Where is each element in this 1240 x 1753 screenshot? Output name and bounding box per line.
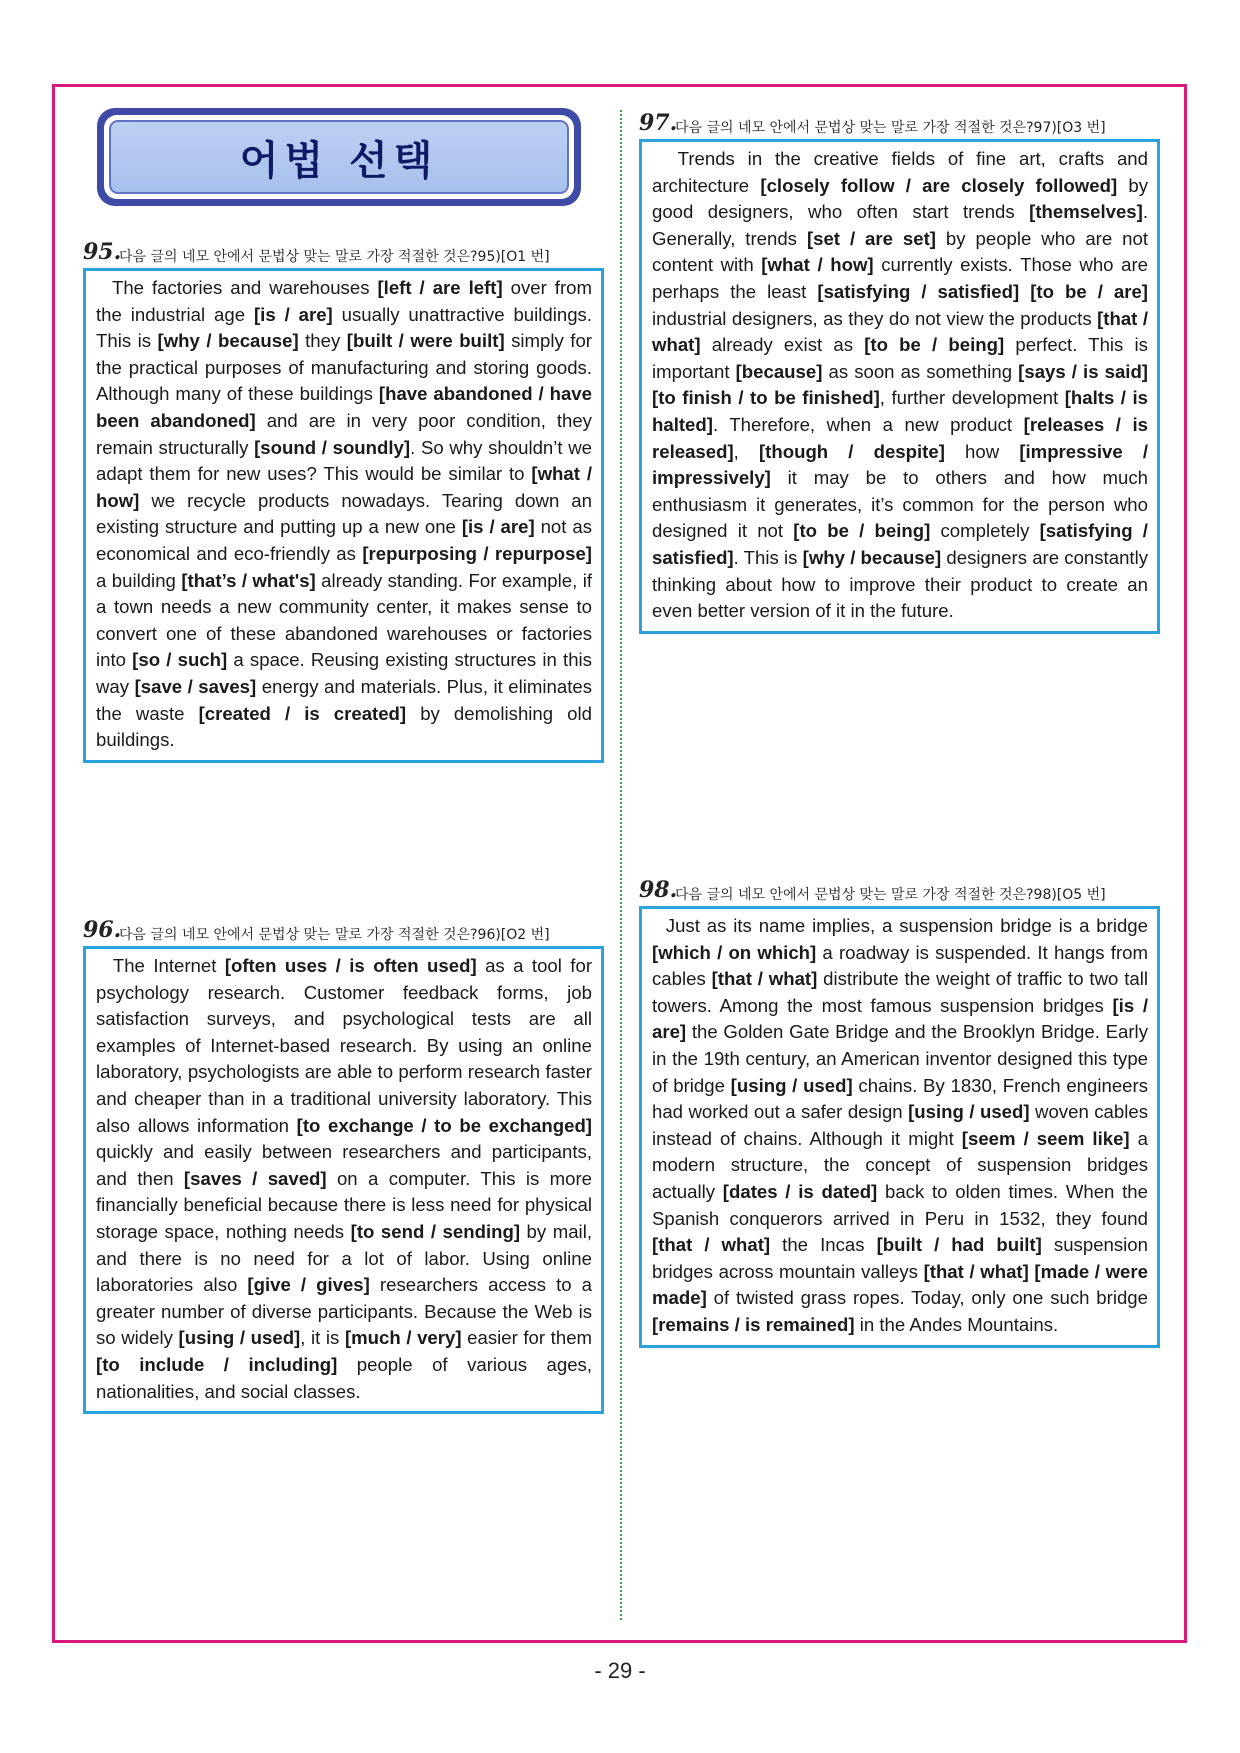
grammar-choice: [sound / soundly]	[254, 436, 411, 458]
grammar-choice: [often uses / is often used]	[224, 955, 477, 976]
grammar-choice: [satisfying / satisfied]	[652, 520, 1148, 568]
grammar-choice: [to finish / to be finished]	[652, 387, 880, 409]
grammar-choice: [to be / being]	[864, 334, 1005, 356]
question-number: 96.	[83, 917, 122, 943]
grammar-choice: [why / because]	[802, 546, 942, 568]
column-divider	[620, 110, 622, 1620]
grammar-choice: [that / what]	[652, 307, 1149, 356]
grammar-choice: [seem / seem like]	[961, 1127, 1130, 1149]
grammar-choice: [give / gives]	[247, 1274, 370, 1296]
grammar-choice: [is / are]	[461, 516, 535, 538]
passage-box: The factories and warehouses [left / are left] over from the industrial age [is / are] usually unattractive buildings. This is [why / because] they [built / were built] simply for the practical purposes of manufacturing and storing goods. Although many of these buildings [have abandoned / have been abandoned] and are in very poor condition, they remain structurally [sound / soundly]. So why shouldn’t we adapt them for new uses? This would be similar to [what / how] we recycle products nowadays. Tearing down an existing structure and putting up a new one [is / are] not as economical and eco-friendly as [repurposing / repurpose] a building [that’s / what's] already standing. For example, if a town needs a new community center, it makes sense to convert one of these abandoned warehouses or factories into [so / such] a space. Reusing existing structures in this way [save / saves] energy and materials. Plus, it eliminates the waste [created / is created] by demolishing old buildings.	[83, 268, 604, 763]
grammar-choice: [because]	[735, 360, 823, 382]
grammar-choice: [using / used]	[730, 1074, 853, 1096]
question-header	[83, 239, 604, 268]
grammar-choice: [is / are]	[253, 303, 333, 325]
question-header	[83, 917, 604, 946]
section-title-core	[109, 120, 569, 194]
grammar-choice: [to be / being]	[793, 520, 931, 542]
grammar-choice: [set / are set]	[806, 227, 936, 249]
question-number: 95.	[83, 239, 122, 265]
grammar-choice: [that / what]	[652, 1234, 771, 1256]
grammar-choice: [says / is said]	[1018, 360, 1148, 382]
grammar-choice: [using / used]	[908, 1101, 1030, 1123]
passage-box: The Internet [often uses / is often used] as a tool for psychology research. Customer feedback forms, job satisfaction surveys, and psychological tests are all examples of Internet-based research. By using an online laboratory, psychologists are able to perform research faster and cheaper than in a traditional university laboratory. This also allows information [to exchange / to be exchanged] quickly and easily between researchers and participants, and then [saves / saved] on a computer. This is more financially beneficial because there is less need for physical storage space, nothing needs [to send / sending] by mail, and there is no need for a lot of labor. Using online laboratories also [give / gives] researchers access to a greater number of diverse participants. Because the Web is so widely [using / used], it is [much / very] easier for them [to include / including] people of various ages, nationalities, and social classes.	[83, 946, 604, 1414]
grammar-choice: [made / were made]	[652, 1260, 1148, 1309]
grammar-choice: [satisfying / satisfied]	[817, 280, 1020, 302]
question-header	[639, 877, 1160, 906]
section-title-inner	[104, 115, 574, 199]
grammar-choice: [to be / are]	[1030, 280, 1149, 302]
grammar-choice: [so / such]	[132, 649, 228, 671]
grammar-choice: [why / because]	[157, 330, 299, 352]
grammar-choice: [save / saves]	[134, 675, 257, 697]
section-title-banner	[97, 108, 581, 206]
grammar-choice: [which / on which]	[652, 941, 817, 963]
grammar-choice: [remains / is remained]	[652, 1313, 855, 1335]
grammar-choice: [saves / saved]	[183, 1167, 327, 1189]
grammar-choice: [what / how]	[96, 463, 592, 511]
grammar-choice: [built / were built]	[346, 330, 505, 352]
grammar-choice: [dates / is dated]	[722, 1180, 878, 1202]
grammar-choice: [releases / is released]	[652, 413, 1148, 462]
grammar-choice: [to exchange / to be exchanged]	[296, 1114, 592, 1136]
grammar-choice: [closely follow / are closely followed]	[760, 174, 1118, 196]
question-header	[639, 110, 1160, 139]
grammar-choice: [to include / including]	[96, 1353, 338, 1375]
question-number: 98.	[639, 877, 678, 903]
question-number: 97.	[639, 110, 678, 136]
grammar-choice: [have abandoned / have been abandoned]	[96, 383, 592, 431]
grammar-choice: [though / despite]	[758, 440, 945, 462]
page-number: - 29 -	[594, 1658, 646, 1683]
section-title: 어법 선택	[239, 137, 439, 184]
grammar-choice: [left / are left]	[377, 277, 503, 298]
grammar-choice: [themselves]	[1029, 201, 1143, 223]
question-prompt: 다음 글의 네모 안에서 문법상 맞는 말로 가장 적절한 것은?98)[O5 번]	[675, 887, 1106, 903]
question-prompt: 다음 글의 네모 안에서 문법상 맞는 말로 가장 적절한 것은?97)[O3 번]	[675, 120, 1106, 136]
grammar-choice: [to send / sending]	[350, 1220, 521, 1242]
grammar-choice: [halts / is halted]	[652, 387, 1148, 435]
grammar-choice: [much / very]	[344, 1327, 462, 1349]
question-prompt: 다음 글의 네모 안에서 문법상 맞는 말로 가장 적절한 것은?95)[O1 번]	[119, 249, 550, 265]
grammar-choice: [created / is created]	[198, 702, 407, 724]
grammar-choice: [impressive / impressively]	[652, 440, 1148, 489]
grammar-choice: [that / what]	[923, 1260, 1029, 1282]
grammar-choice: [using / used]	[178, 1327, 301, 1349]
question-95	[83, 239, 604, 763]
question-prompt: 다음 글의 네모 안에서 문법상 맞는 말로 가장 적절한 것은?96)[O2 번]	[119, 927, 550, 943]
grammar-choice: [that’s / what's]	[181, 569, 316, 591]
passage-box: Just as its name implies, a suspension bridge is a bridge [which / on which] a roadway is suspended. It hangs from cables [that / what] distribute the weight of traffic to two tall towers. Among the most famous suspension bridges [is / are] the Golden Gate Bridge and the Brooklyn Bridge. Early in the 19th century, an American inventor designed this type of bridge [using / used] chains. By 1830, French engineers had worked out a safer design [using / used] woven cables instead of chains. Although it might [seem / seem like] a modern structure, the concept of suspension bridges actually [dates / is dated] back to olden times. When the Spanish conquerors arrived in Peru in 1532, they found [that / what] the Incas [built / had built] suspension bridges across mountain valleys [that / what] [made / were made] of twisted grass ropes. Today, only one such bridge [remains / is remained] in the Andes Mountains.	[639, 906, 1160, 1348]
grammar-choice: [built / had built]	[876, 1234, 1042, 1256]
grammar-choice: [that / what]	[711, 968, 818, 990]
passage-box: Trends in the creative fields of fine art, crafts and architecture [closely follow / are closely followed] by good designers, who often start trends [themselves]. Generally, trends [set / are set] by people who are not content with [what / how] currently exists. Those who are perhaps the least [satisfying / satisfied] [to be / are] industrial designers, as they do not view the products [that / what] already exist as [to be / being] perfect. This is important [because] as soon as something [says / is said] [to finish / to be finished], further development [halts / is halted]. Therefore, when a new product [releases / is released], [though / despite] how [impressive / impressively] it may be to others and how much enthusiasm it generates, it’s common for the person who designed it not [to be / being] completely [satisfying / satisfied]. This is [why / because] designers are constantly thinking about how to improve their product to create an even better version of it in the future.	[639, 139, 1160, 634]
grammar-choice: [what / how]	[761, 254, 874, 276]
grammar-choice: [repurposing / repurpose]	[362, 542, 592, 564]
grammar-choice: [is / are]	[652, 994, 1148, 1043]
question-98	[639, 877, 1160, 1348]
question-96	[83, 917, 604, 1414]
question-97	[639, 110, 1160, 634]
